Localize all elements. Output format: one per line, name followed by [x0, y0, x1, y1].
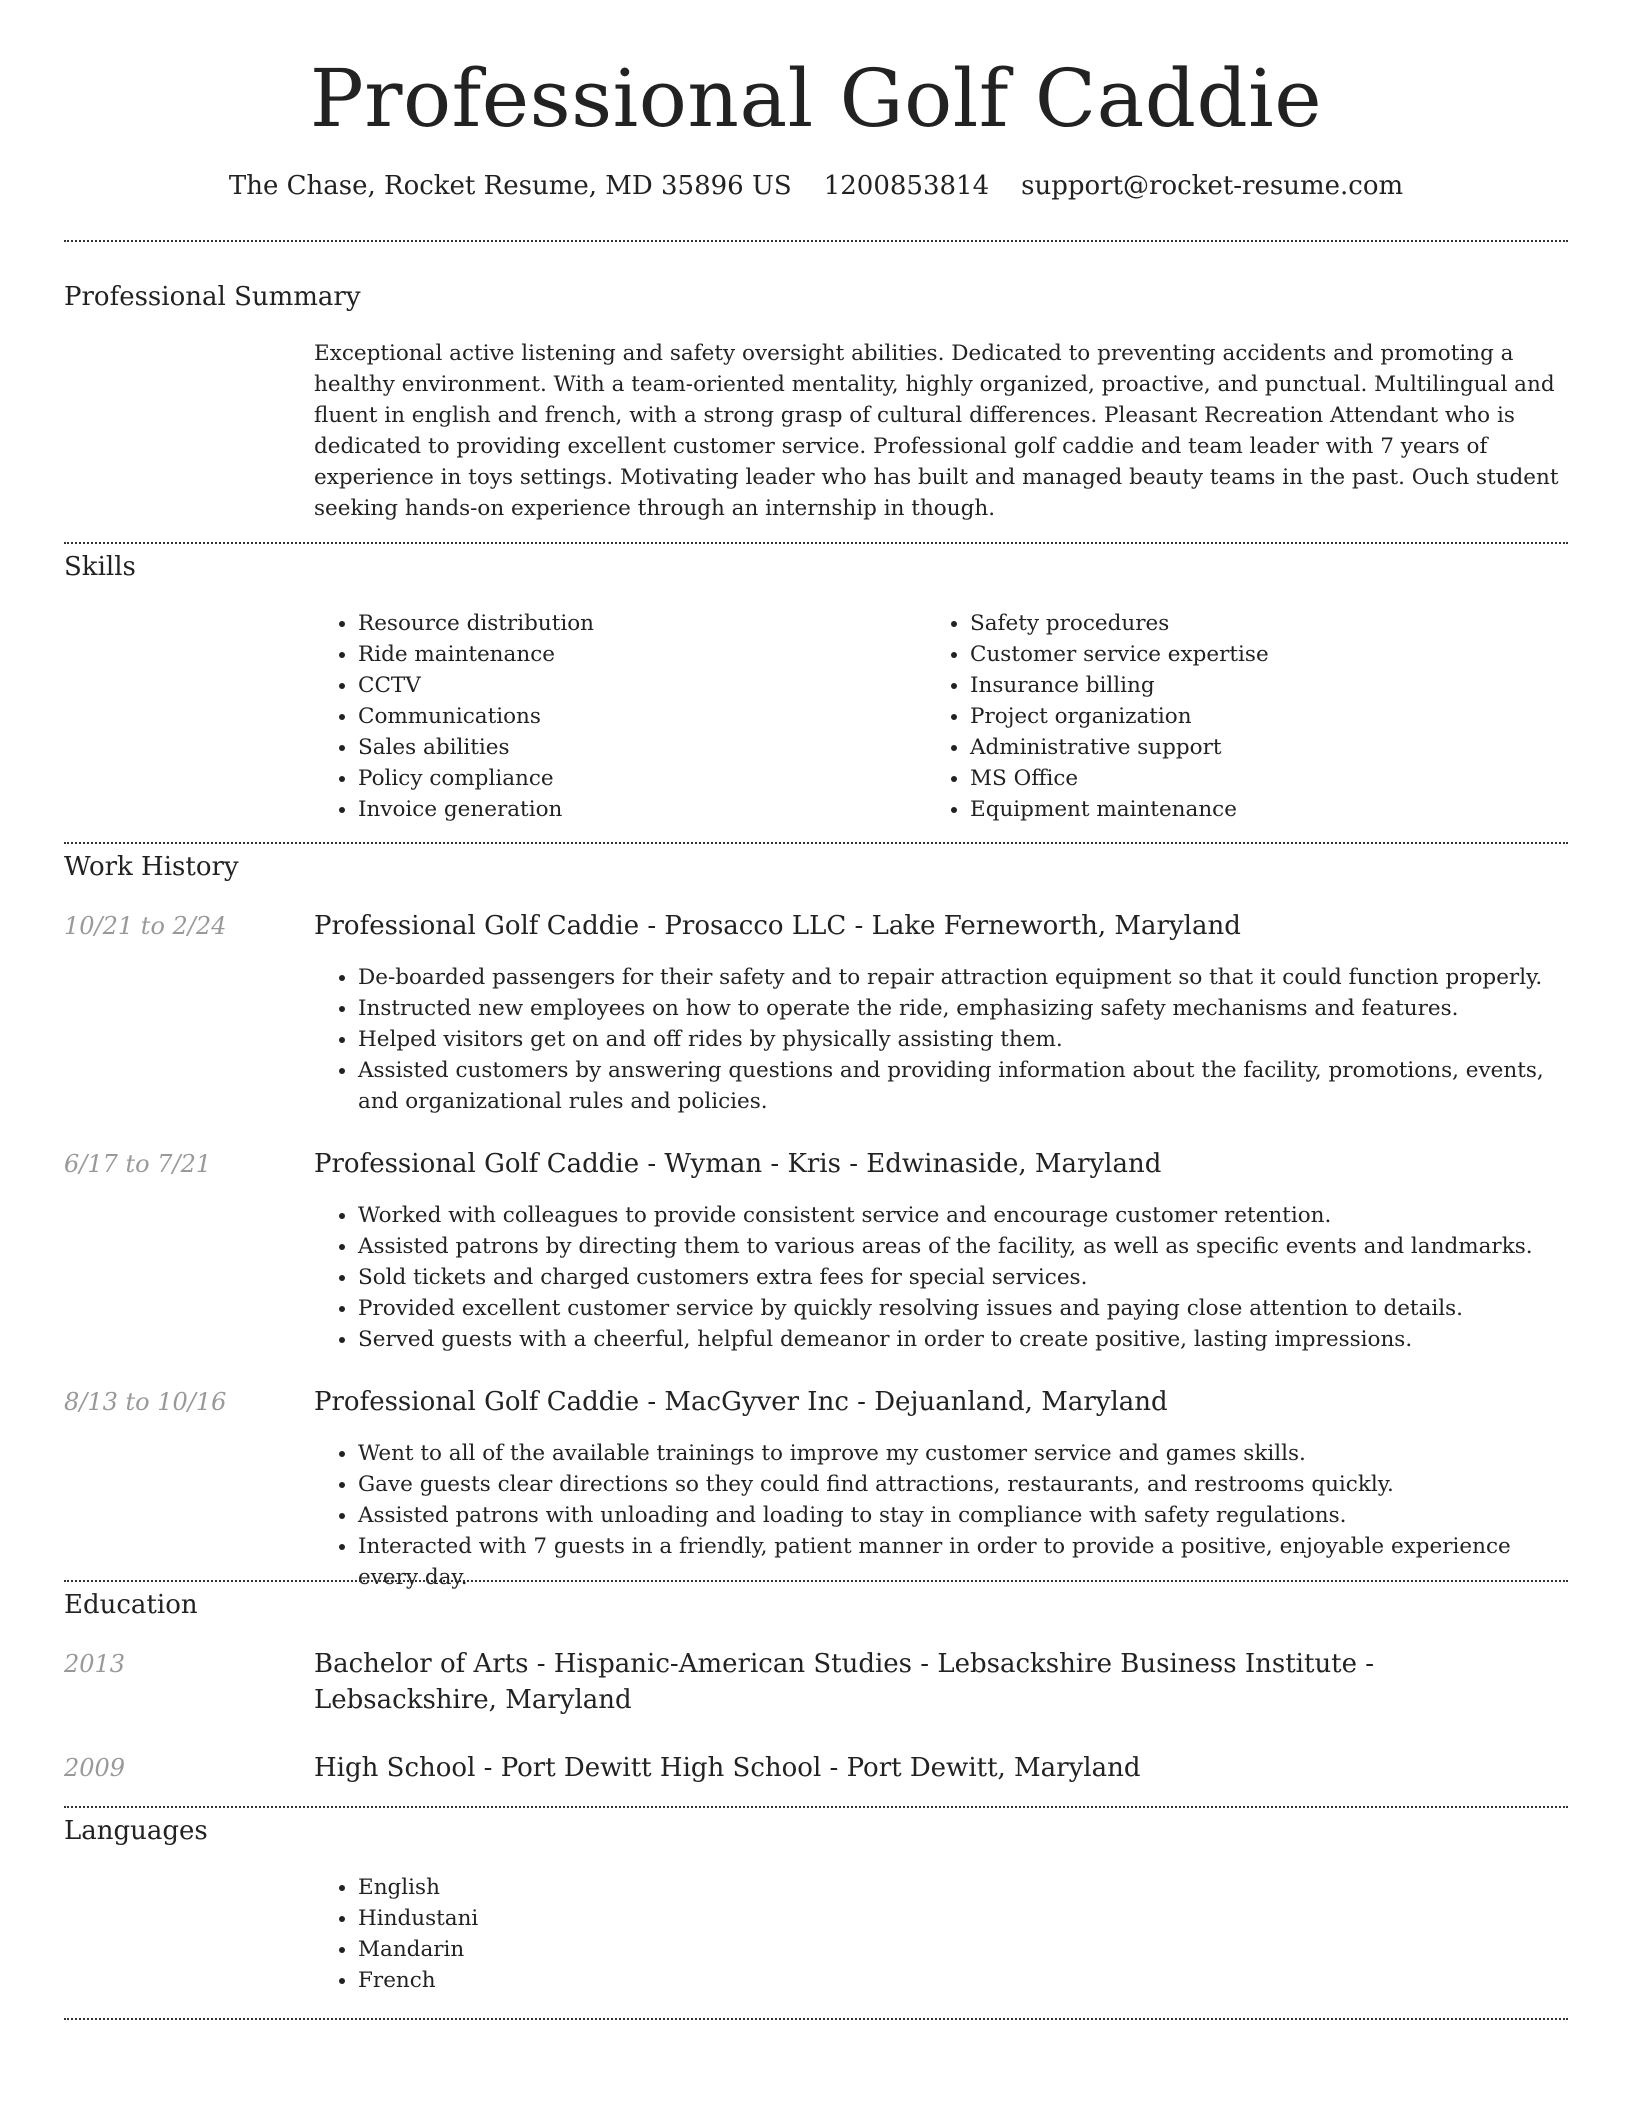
job-bullet: • De-boarded passengers for their safety and to repair attraction equipment so that it could function properly. [358, 962, 1570, 993]
language-item: • Hindustani [358, 1903, 1570, 1934]
job-bullets [314, 1200, 1570, 1355]
divider [64, 1806, 1568, 1808]
skills-list-right [926, 608, 1566, 825]
education-entry: High School - Port Dewitt High School - Port Dewitt, Maryland [314, 1753, 1141, 1783]
divider [64, 542, 1568, 544]
job-bullet: • Went to all of the available trainings to improve my customer service and games skills. [358, 1438, 1570, 1469]
summary-text: Exceptional active listening and safety oversight abilities. Dedicated to preventing accidents and promoting a healthy environment. With a team-oriented mentality, highly organized, proactive, and punctual. Multilingual and fluent in english and french, with a strong grasp of cultural differences. Pleasant Recreation Attendant who is dedicated to providing excellent customer service. Professional golf caddie and team leader with 7 years of experience in toys settings. Motivating leader who has built and managed beauty teams in the past. Ouch student seeking hands-on experience through an internship in though. [314, 341, 1559, 521]
candidate-name: Professional Golf Caddie [309, 52, 1323, 145]
job-bullet: • Sold tickets and charged customers extra fees for special services. [358, 1262, 1570, 1293]
skill-item: • MS Office [970, 763, 1566, 794]
job-bullet: • Helped visitors get on and off rides by physically assisting them. [358, 1024, 1570, 1055]
job-bullet: • Instructed new employees on how to operate the ride, emphasizing safety mechanisms and features. [358, 993, 1570, 1024]
contact-email[interactable]: support@rocket-resume.com [1021, 171, 1404, 201]
job-bullet: • Assisted customers by answering questions and providing information about the facility, promotions, events, and organizational rules and policies. [358, 1055, 1570, 1117]
contact-line [0, 171, 1632, 201]
skill-item: • Equipment maintenance [970, 794, 1566, 825]
skill-item: • Resource distribution [358, 608, 924, 639]
skill-item: • Invoice generation [358, 794, 924, 825]
skill-item: • Policy compliance [358, 763, 924, 794]
job-heading: Professional Golf Caddie - Wyman - Kris - Edwinaside, Maryland [314, 1149, 1162, 1179]
resume-header [0, 0, 1632, 201]
language-item: • French [358, 1965, 1570, 1996]
job-bullet: • Gave guests clear directions so they could find attractions, restaurants, and restrooms quickly. [358, 1469, 1570, 1500]
education-entry: Bachelor of Arts - Hispanic-American Studies - Lebsackshire Business Institute - Lebsackshire, Maryland [314, 1649, 1375, 1715]
job-dates: 8/13 to 10/16 [64, 1388, 227, 1416]
job-bullet: • Interacted with 7 guests in a friendly, patient manner in order to provide a positive, enjoyable experience every day. [358, 1531, 1570, 1593]
skill-item: • Ride maintenance [358, 639, 924, 670]
job-heading: Professional Golf Caddie - MacGyver Inc - Dejuanland, Maryland [314, 1387, 1168, 1417]
section-title-languages: Languages [64, 1816, 208, 1846]
job-bullets [314, 962, 1570, 1117]
job-bullet: • Assisted patrons with unloading and loading to stay in compliance with safety regulations. [358, 1500, 1570, 1531]
education-year: 2013 [64, 1650, 126, 1678]
skill-item: • Sales abilities [358, 732, 924, 763]
job-bullet: • Assisted patrons by directing them to various areas of the facility, as well as specific events and landmarks. [358, 1231, 1570, 1262]
contact-phone: 1200853814 [823, 171, 990, 201]
divider [64, 240, 1568, 242]
language-item: • Mandarin [358, 1934, 1570, 1965]
skill-item: • CCTV [358, 670, 924, 701]
section-title-education: Education [64, 1590, 198, 1620]
skills-list-left [314, 608, 924, 825]
skill-item: • Insurance billing [970, 670, 1566, 701]
skill-item: • Communications [358, 701, 924, 732]
job-bullet: • Worked with colleagues to provide consistent service and encourage customer retention. [358, 1200, 1570, 1231]
section-title-work: Work History [64, 852, 239, 882]
divider [64, 2018, 1568, 2020]
skill-item: • Project organization [970, 701, 1566, 732]
skills-left-column [314, 608, 924, 825]
job-dates: 10/21 to 2/24 [64, 912, 227, 940]
section-title-summary: Professional Summary [64, 282, 361, 312]
contact-address: The Chase, Rocket Resume, MD 35896 US [228, 171, 792, 201]
language-item: • English [358, 1872, 1570, 1903]
divider [64, 1580, 1568, 1582]
job-bullets [314, 1438, 1570, 1593]
skill-item: • Administrative support [970, 732, 1566, 763]
education-year: 2009 [64, 1754, 126, 1782]
languages-list [314, 1872, 1570, 1996]
skill-item: • Customer service expertise [970, 639, 1566, 670]
job-dates: 6/17 to 7/21 [64, 1150, 212, 1178]
job-bullet: • Provided excellent customer service by quickly resolving issues and paying close attention to details. [358, 1293, 1570, 1324]
divider [64, 842, 1568, 844]
section-title-skills: Skills [64, 552, 136, 582]
job-heading: Professional Golf Caddie - Prosacco LLC - Lake Ferneworth, Maryland [314, 911, 1241, 941]
job-bullet: • Served guests with a cheerful, helpful demeanor in order to create positive, lasting impressions. [358, 1324, 1570, 1355]
skill-item: • Safety procedures [970, 608, 1566, 639]
skills-right-column [926, 608, 1566, 825]
